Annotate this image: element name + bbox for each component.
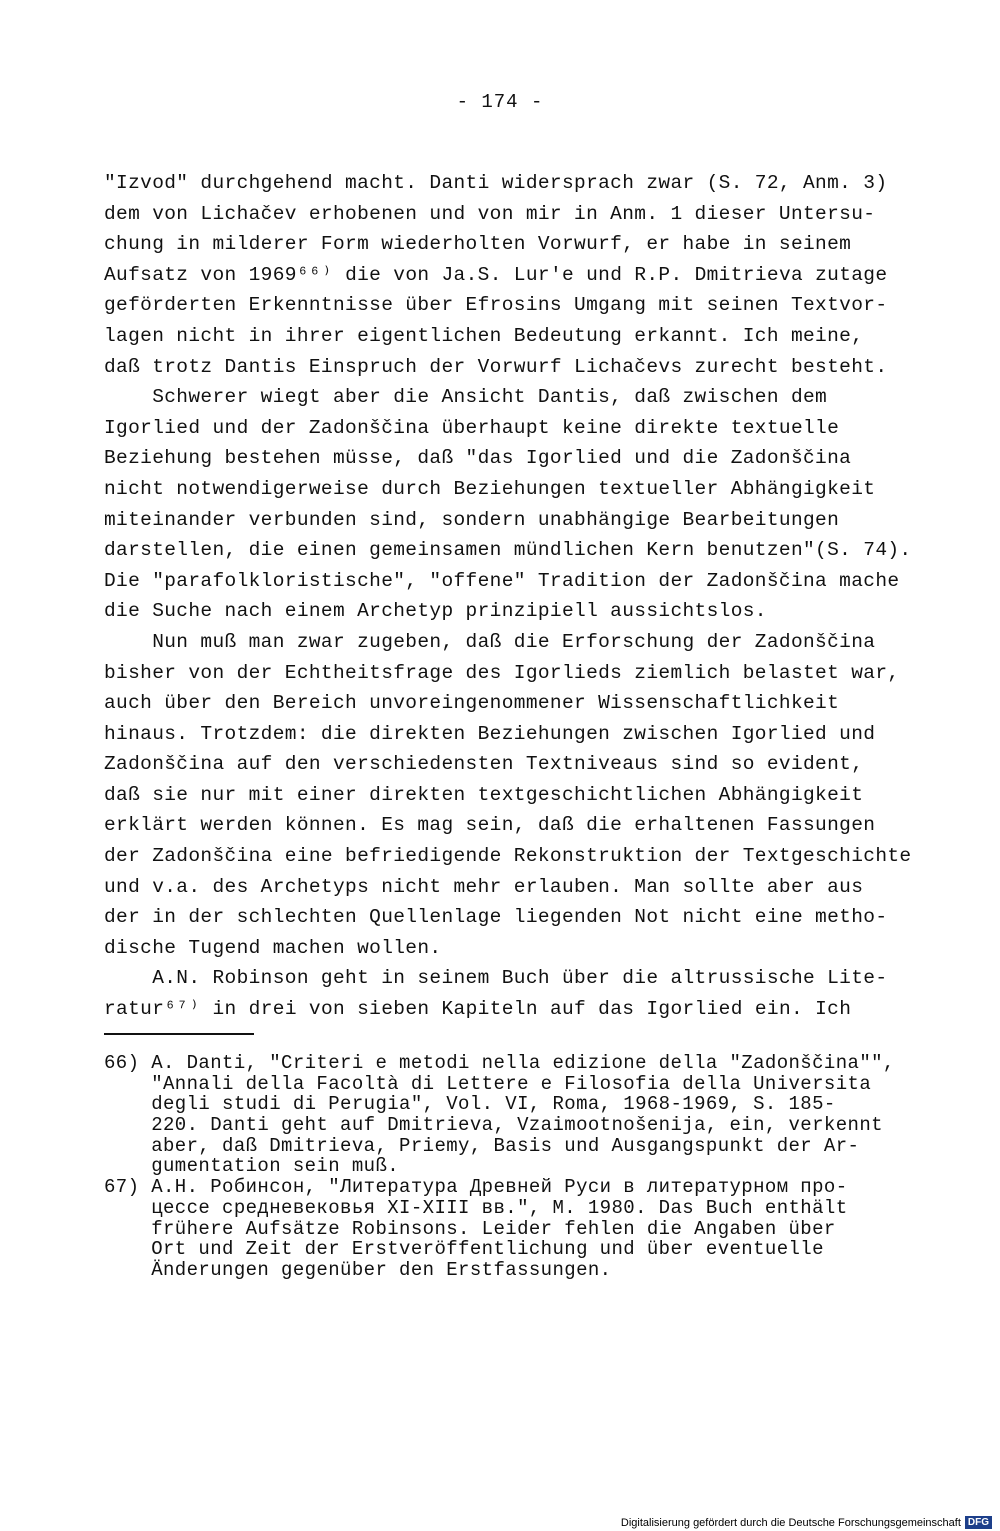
text-line: daß sie nur mit einer direkten textgeschichtlichen Abhängigkeit	[104, 783, 864, 806]
footnote-line: frühere Aufsätze Robinsons. Leider fehlen die Angaben über	[104, 1217, 836, 1240]
text-line: bisher von der Echtheitsfrage des Igorlieds ziemlich belastet war,	[104, 661, 900, 684]
text-line: geförderten Erkenntnisse über Efrosins Umgang mit seinen Textvor-	[104, 294, 888, 317]
text-line: A.N. Robinson geht in seinem Buch über die altrussische Lite-	[104, 967, 888, 990]
text-line: der Zadonščina eine befriedigende Rekonstruktion der Textgeschichte	[104, 845, 912, 868]
text-line: daß trotz Dantis Einspruch der Vorwurf Lichačevs zurecht besteht.	[104, 355, 888, 378]
text-line: ratur⁶⁷⁾ in drei von sieben Kapiteln auf das Igorlied ein. Ich	[104, 998, 852, 1021]
footnote-line: gumentation sein muß.	[104, 1155, 400, 1178]
text-line: Aufsatz von 1969⁶⁶⁾ die von Ja.S. Lur'e und R.P. Dmitrieva zutage	[104, 263, 888, 286]
footnote-line: Änderungen gegenüber den Erstfassungen.	[104, 1258, 612, 1281]
text-line: miteinander verbunden sind, sondern unabhängige Bearbeitungen	[104, 508, 840, 531]
footnote-line: "Annali della Facoltà di Lettere e Filosofia della Universita	[104, 1072, 872, 1095]
footnote-separator	[104, 1033, 254, 1035]
text-line: dische Tugend machen wollen.	[104, 936, 442, 959]
text-line: erklärt werden können. Es mag sein, daß die erhaltenen Fassungen	[104, 814, 876, 837]
text-line: Schwerer wiegt aber die Ansicht Dantis, daß zwischen dem	[104, 386, 828, 409]
text-line: darstellen, die einen gemeinsamen mündlichen Kern benutzen"(S. 74).	[104, 539, 912, 562]
text-line: auch über den Bereich unvoreingenommener Wissenschaftlichkeit	[104, 692, 840, 715]
digitization-credit	[621, 1516, 992, 1529]
text-line: lagen nicht in ihrer eigentlichen Bedeutung erkannt. Ich meine,	[104, 324, 864, 347]
text-line: Die "parafolkloristische", "offene" Tradition der Zadonščina mache	[104, 569, 900, 592]
text-line: dem von Lichačev erhobenen und von mir in Anm. 1 dieser Untersu-	[104, 202, 876, 225]
body-text	[104, 168, 934, 1025]
footnote-line: degli studi di Perugia", Vol. VI, Roma, 1968-1969, S. 185-	[104, 1093, 836, 1116]
text-line: Beziehung bestehen müsse, daß "das Igorlied und die Zadonščina	[104, 447, 852, 470]
text-line: der in der schlechten Quellenlage liegenden Not nicht eine metho-	[104, 906, 888, 929]
text-line: Igorlied und der Zadonščina überhaupt keine direkte textuelle	[104, 416, 840, 439]
dfg-logo: DFG	[965, 1516, 992, 1529]
footnote-line: aber, daß Dmitrieva, Priemy, Basis und Ausgangspunkt der Ar-	[104, 1134, 860, 1157]
credit-text: Digitalisierung gefördert durch die Deutsche Forschungsgemeinschaft	[620, 1516, 961, 1529]
text-line: nicht notwendigerweise durch Beziehungen textueller Abhängigkeit	[104, 477, 876, 500]
text-line: chung in milderer Form wiederholten Vorwurf, er habe in seinem	[104, 233, 852, 256]
text-line: Nun muß man zwar zugeben, daß die Erforschung der Zadonščina	[104, 630, 876, 653]
text-line: hinaus. Trotzdem: die direkten Beziehungen zwischen Igorlied und	[104, 722, 876, 745]
footnote-line: 66) A. Danti, "Criteri e metodi nella edizione della "Zadonščina"",	[104, 1052, 895, 1074]
page-number: - 174 -	[456, 91, 544, 113]
text-line: die Suche nach einem Archetyp prinzipiell aussichtslos.	[104, 600, 767, 623]
footnote-line: 67) A.H. Робинсон, "Литература Древней Руси в литературном про-	[104, 1176, 848, 1199]
footnotes	[104, 1053, 934, 1281]
text-line: "Izvod" durchgehend macht. Danti widersprach zwar (S. 72, Anm. 3)	[104, 172, 888, 194]
footnote-line: Ort und Zeit der Erstveröffentlichung und über eventuelle	[104, 1238, 824, 1261]
text-line: und v.a. des Archetyps nicht mehr erlauben. Man sollte aber aus	[104, 875, 864, 898]
footnote-line: цессе средневековья XI-XIII вв.", М. 1980. Das Buch enthält	[104, 1196, 848, 1219]
text-line: Zadonščina auf den verschiedensten Textniveaus sind so evident,	[104, 753, 864, 776]
footnote-line: 220. Danti geht auf Dmitrieva, Vzaimootnošenija, ein, verkennt	[104, 1114, 883, 1137]
